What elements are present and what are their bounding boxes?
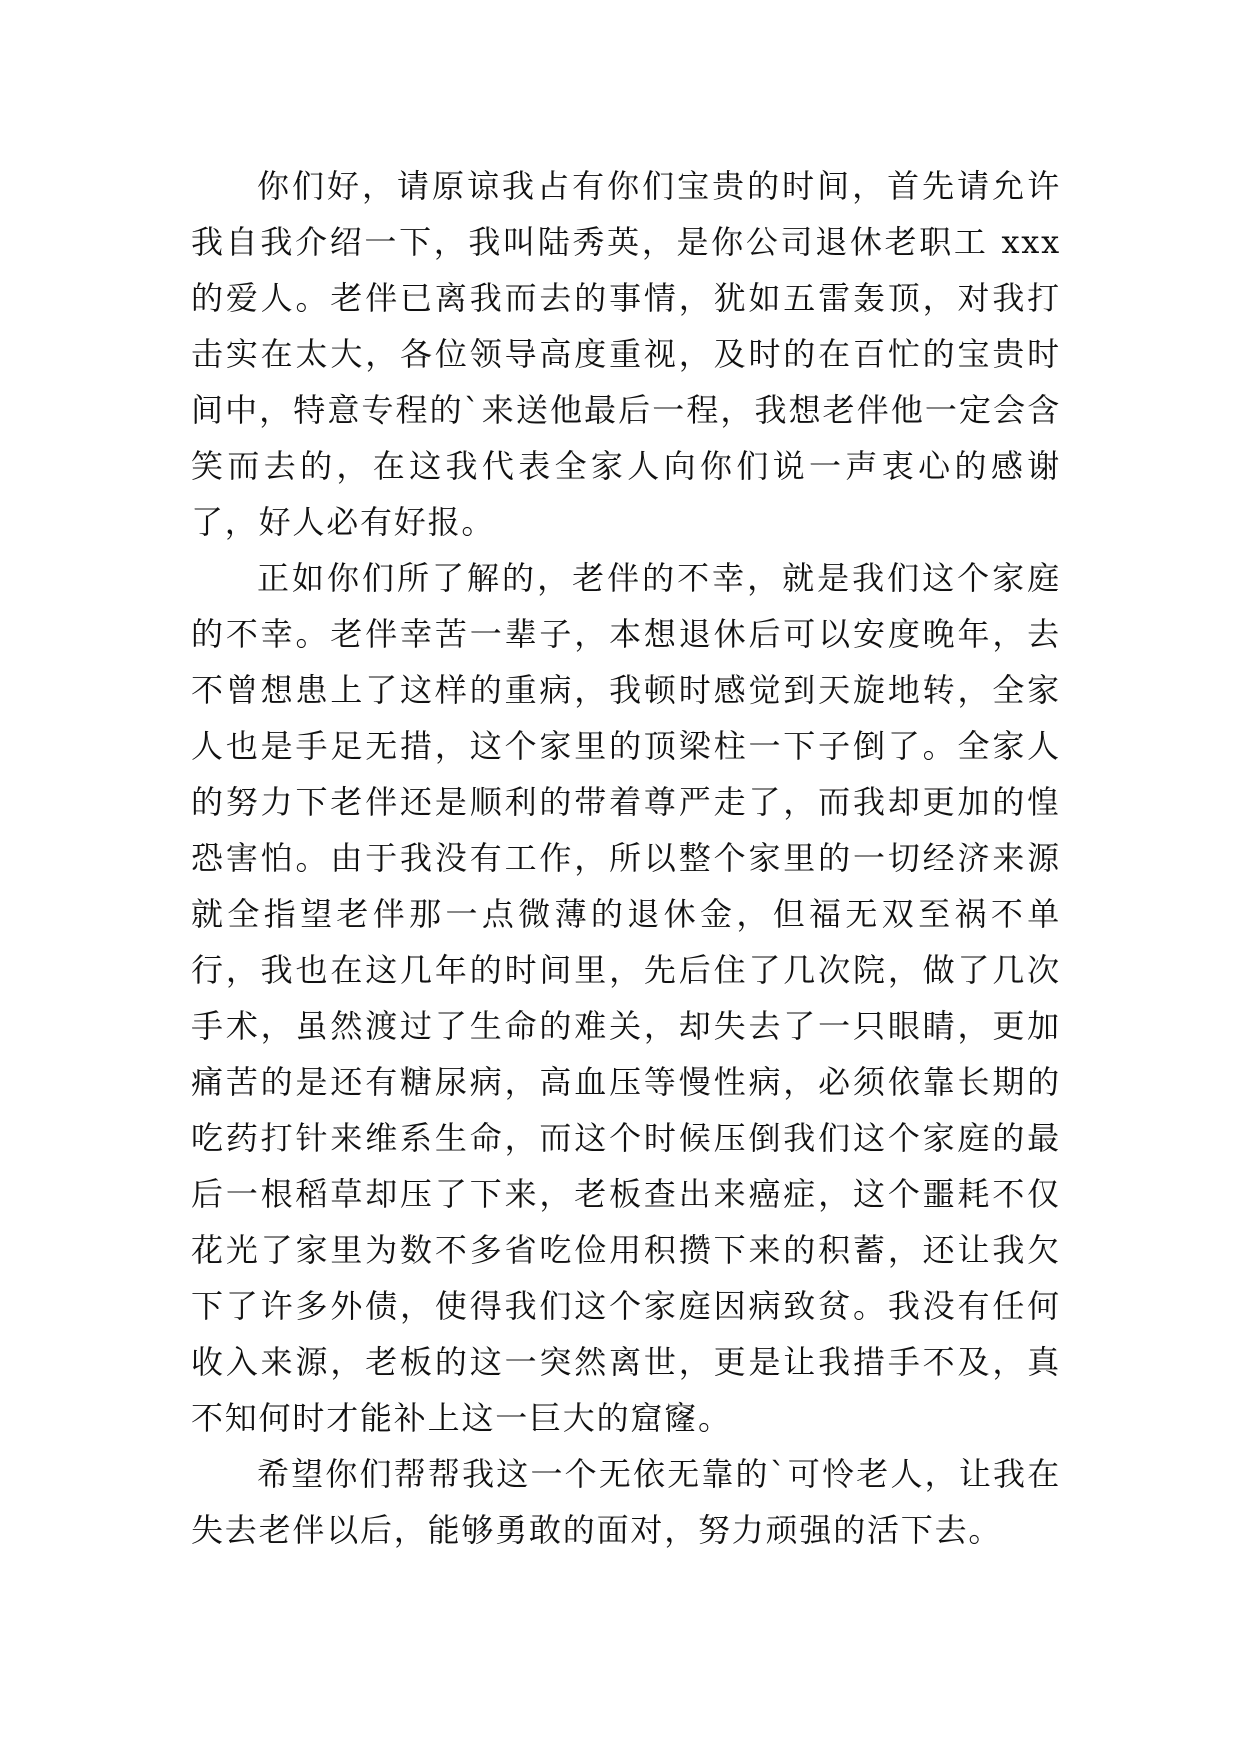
paragraph-introduction: 你们好，请原谅我占有你们宝贵的时间，首先请允许我自我介绍一下，我叫陆秀英，是你公司退休老职工 xxx 的爱人。老伴已离我而去的事情，犹如五雷轰顶，对我打击实在太大，各位领导高度重视，及时的在百忙的宝贵时间中，特意专程的`来送他最后一程，我想老伴他一定会含笑而去的，在这我代表全家人向你们说一声衷心的感谢了，好人必有好报。 [191,167,1061,541]
paragraph-hardship: 正如你们所了解的，老伴的不幸，就是我们这个家庭的不幸。老伴幸苦一辈子，本想退休后可以安度晚年，去不曾想患上了这样的重病，我顿时感觉到天旋地转，全家人也是手足无措，这个家里的顶梁柱一下子倒了。全家人的努力下老伴还是顺利的带着尊严走了，而我却更加的惶恐害怕。由于我没有工作，所以整个家里的一切经济来源就全指望老伴那一点微薄的退休金，但福无双至祸不单行，我也在这几年的时间里，先后住了几次院，做了几次手术，虽然渡过了生命的难关，却失去了一只眼睛，更加痛苦的是还有糖尿病，高血压等慢性病，必须依靠长期的吃药打针来维系生命，而这个时候压倒我们这个家庭的最后一根稻草却压了下来，老板查出来癌症，这个噩耗不仅花光了家里为数不多省吃俭用积攒下来的积蓄，还让我欠下了许多外债，使得我们这个家庭因病致贫。我没有任何收入来源，老板的这一突然离世，更是让我措手不及，真不知何时才能补上这一巨大的窟窿。 [191,559,1061,1437]
paragraph-request: 希望你们帮帮我这一个无依无靠的`可怜老人，让我在失去老伴以后，能够勇敢的面对，努力顽强的活下去。 [191,1455,1061,1549]
letter-body [191,158,1061,1558]
